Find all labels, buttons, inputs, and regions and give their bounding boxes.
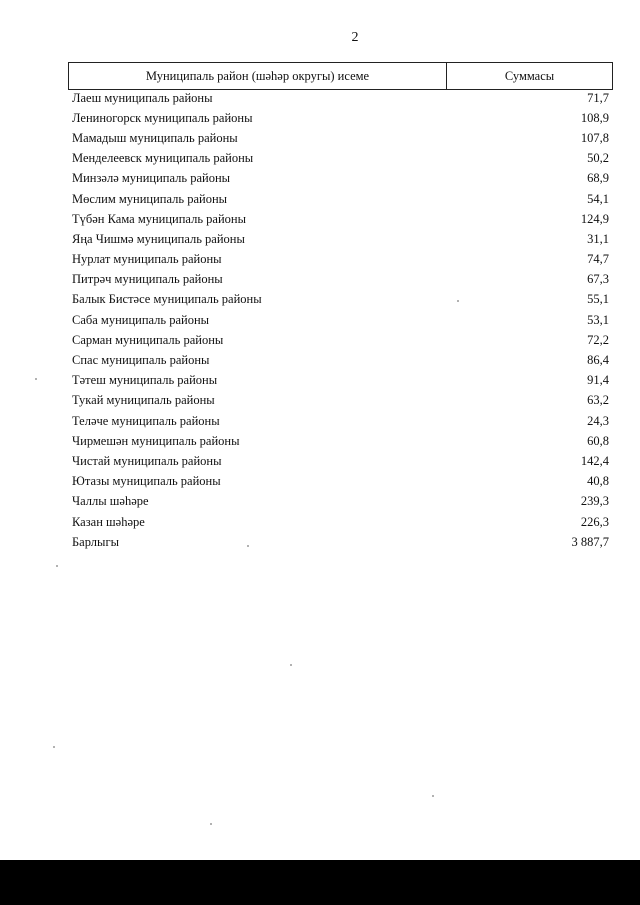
scan-speck	[432, 795, 434, 797]
row-value: 31,1	[587, 231, 609, 246]
row-name: Лениногорск муниципаль районы	[72, 110, 253, 125]
table-row	[72, 391, 609, 411]
table-row	[72, 149, 609, 169]
scan-speck	[53, 746, 55, 748]
row-value: 54,1	[587, 191, 609, 206]
row-name: Ютазы муниципаль районы	[72, 474, 221, 489]
row-value: 74,7	[587, 252, 609, 267]
row-value: 67,3	[587, 272, 609, 287]
row-name: Менделеевск муниципаль районы	[72, 151, 254, 166]
page-number: 2	[351, 30, 359, 45]
table-row	[72, 371, 609, 391]
row-name: Тукай муниципаль районы	[72, 393, 215, 408]
row-name: Мөслим муниципаль районы	[72, 191, 228, 206]
table-row	[72, 270, 609, 290]
scan-speck	[290, 664, 292, 666]
table-row-total	[72, 532, 609, 552]
row-value: 53,1	[587, 312, 609, 327]
table-row	[72, 108, 609, 128]
scan-speck	[35, 378, 37, 380]
row-value: 55,1	[587, 292, 609, 307]
table-row	[72, 88, 609, 108]
row-value: 142,4	[580, 453, 609, 468]
row-name: Чирмешән муниципаль районы	[72, 433, 240, 448]
table-row	[72, 330, 609, 350]
row-value: 68,9	[587, 171, 609, 186]
scan-bottom-border	[0, 860, 640, 905]
table-row	[72, 451, 609, 471]
row-name: Нурлат муниципаль районы	[72, 252, 222, 267]
row-name: Яңа Чишмә муниципаль районы	[72, 231, 245, 246]
table-row	[72, 250, 609, 270]
row-name: Лаеш муниципаль районы	[72, 90, 213, 105]
scan-speck	[210, 823, 212, 825]
row-name: Түбән Кама муниципаль районы	[72, 211, 246, 226]
table-header	[68, 62, 613, 90]
column-header-sum: Суммасы	[504, 68, 555, 83]
table-row	[72, 290, 609, 310]
row-value: 24,3	[587, 413, 609, 428]
row-name: Питрәч муниципаль районы	[72, 272, 223, 287]
row-name: Барлыгы	[72, 534, 119, 549]
row-value: 60,8	[587, 433, 609, 448]
table-row	[72, 431, 609, 451]
row-name: Спас муниципаль районы	[72, 353, 210, 368]
table-row	[72, 128, 609, 148]
scan-speck	[247, 545, 249, 547]
table-row	[72, 472, 609, 492]
row-name: Теләче муниципаль районы	[72, 413, 220, 428]
row-value: 40,8	[587, 474, 609, 489]
table-body	[72, 88, 609, 552]
row-name: Тәтеш муниципаль районы	[72, 373, 218, 388]
scan-speck	[56, 565, 58, 567]
column-header-name: Муниципаль район (шәһәр округы) исеме	[69, 63, 447, 89]
row-value: 71,7	[587, 90, 609, 105]
row-name: Сарман муниципаль районы	[72, 332, 224, 347]
table-row	[72, 169, 609, 189]
row-value: 86,4	[587, 353, 609, 368]
row-value: 108,9	[580, 110, 609, 125]
row-name: Балык Бистәсе муниципаль районы	[72, 292, 262, 307]
table-row	[72, 209, 609, 229]
row-name: Саба муниципаль районы	[72, 312, 210, 327]
row-value: 72,2	[587, 332, 609, 347]
row-value: 91,4	[587, 373, 609, 388]
row-value: 50,2	[587, 151, 609, 166]
row-value: 226,3	[580, 514, 609, 529]
table-row	[72, 411, 609, 431]
table-row	[72, 512, 609, 532]
row-name: Мамадыш муниципаль районы	[72, 130, 238, 145]
row-name: Чистай муниципаль районы	[72, 453, 222, 468]
row-name: Чаллы шәһәре	[72, 494, 149, 509]
scan-speck	[457, 300, 459, 302]
row-name: Казан шәһәре	[72, 514, 145, 529]
row-value: 63,2	[587, 393, 609, 408]
row-value: 107,8	[580, 130, 609, 145]
row-value: 124,9	[580, 211, 609, 226]
row-name: Минзәлә муниципаль районы	[72, 171, 231, 186]
row-value: 3 887,7	[571, 534, 609, 549]
table-row	[72, 229, 609, 249]
table-row	[72, 492, 609, 512]
table-row	[72, 350, 609, 370]
table-row	[72, 310, 609, 330]
row-value: 239,3	[580, 494, 609, 509]
table-row	[72, 189, 609, 209]
